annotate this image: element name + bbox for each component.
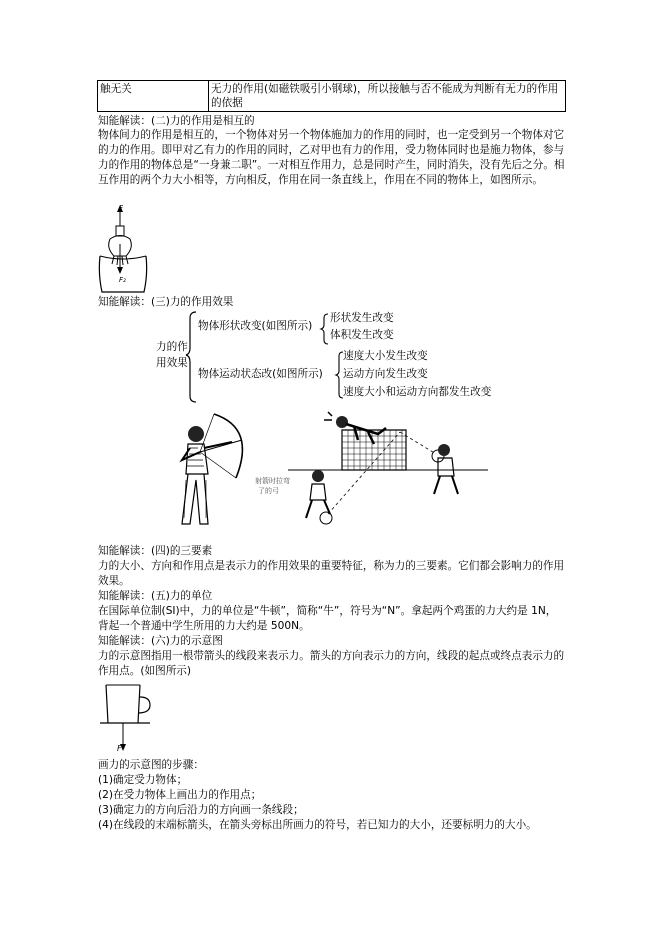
effects-root-label-2: 用效果 (156, 357, 188, 369)
shape-item-2: 体积发生改变 (330, 329, 394, 341)
section-5-heading: 知能解读：(五)力的单位 (98, 590, 213, 602)
motion-item-2: 运动方向发生改变 (343, 368, 428, 380)
steps-title: 画力的示意图的步骤： (98, 759, 204, 771)
cup-force-diagram (100, 683, 156, 757)
archer-caption-1: 射箭时拉弯 (255, 477, 290, 485)
section-2-heading: 知能解读：(二)力的作用是相互的 (98, 115, 255, 127)
table-row (98, 81, 566, 112)
effects-root-label-1: 力的作 (156, 341, 188, 353)
motion-item-1: 速度大小发生改变 (343, 350, 428, 362)
cup-force-label: F (117, 744, 122, 753)
force-label-f2: F₂ (119, 276, 126, 284)
motion-change-label: 物体运动状态改(如图所示) (198, 368, 323, 380)
section-4-body: 力的大小、方向和作用点是表示力的作用效果的重要特征，称为力的三要素。它们都会影响力的作用效果。 (98, 560, 565, 587)
shape-change-label: 物体形状改变(如图所示) (198, 320, 313, 332)
archer-caption-2: 了的弓 (258, 487, 279, 495)
shape-item-1: 形状发生改变 (330, 312, 394, 324)
comparison-table (97, 80, 566, 112)
table-cell-right: 无力的作用(如磁铁吸引小钢球)，所以接触与否不能成为判断有无力的作用的依据 (209, 81, 566, 112)
section-2-body: 物体间力的作用是相互的，一个物体对另一个物体施加力的作用的同时，也一定受到另一个物体对它的力的作用。即甲对乙有力的作用的同时，乙对甲也有力的作用，受力物体同时也是施力物体，参与力的作用的物体总是“一身兼二职”。一对相互作用力，总是同时产生，同时消失，没有先后之分。相互作用的两个力大小相等，方向相反，作用在同一条直线上，作用在不同的物体上，如图所示。 (98, 129, 565, 186)
force-label-f1: F (119, 204, 124, 212)
section-3-heading: 知能解读：(三)力的作用效果 (98, 296, 234, 308)
step-4: (4)在线段的末端标箭头，在箭头旁标出所画力的符号，若已知力的大小，还要标明力的大小。 (98, 819, 537, 831)
archer-illustration (170, 408, 280, 532)
soccer-illustration (288, 410, 488, 530)
section-6-heading: 知能解读：(六)力的示意图 (98, 635, 223, 647)
step-3: (3)确定力的方向后沿力的方向画一条线段； (98, 804, 304, 816)
motion-item-3: 速度大小和运动方向都发生改变 (343, 386, 492, 398)
section-6-body: 力的示意图指用一根带箭头的线段来表示力。箭头的方向表示力的方向，线段的起点或终点表示力的作用点。(如图所示) (98, 650, 565, 677)
section-5-body: 在国际单位制(SI)中，力的单位是“牛顿”，简称“牛”，符号为“N”。拿起两个鸡蛋的力大约是 1N，背起一个普通中学生所用的力大约是 500N。 (98, 605, 557, 632)
step-2: (2)在受力物体上画出力的作用点； (98, 789, 262, 801)
step-1: (1)确定受力物体； (98, 774, 188, 786)
table-cell-left: 触无关 (98, 81, 209, 112)
section-4-heading: 知能解读：(四)的三要素 (98, 545, 213, 557)
